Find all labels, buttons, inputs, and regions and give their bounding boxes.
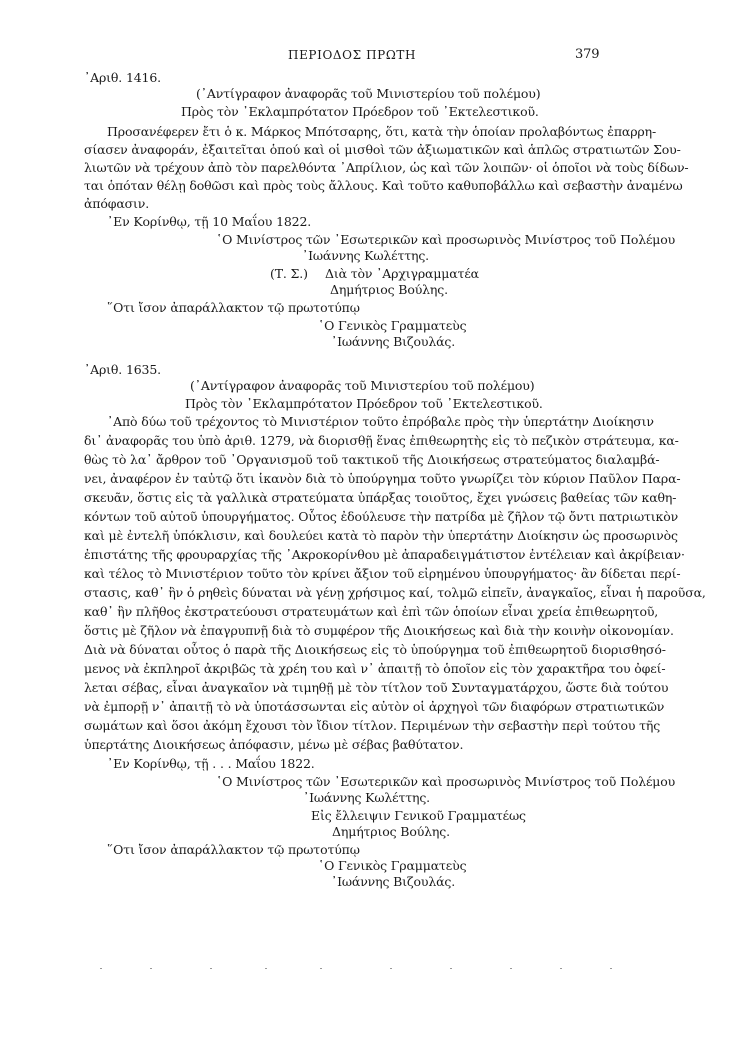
doc2-signer-title: ῾Ο Μινίστρος τῶν ᾿Εσωτερικῶν καὶ προσωρινὸς Μινίστρος τοῦ Πολέμου [216, 774, 676, 789]
doc2-certification: ῞Οτι ἴσον ἀπαράλλακτον τῷ πρωτοτύπῳ [107, 842, 360, 857]
doc1-body-line: λιωτῶν νὰ τρέχουν ἀπὸ τὸν παρελθόντα ᾿Απρίλιον, ὡς καὶ τῶν λοιπῶν· οἱ ὁποῖοι νὰ τοὺς δίδων- [84, 160, 689, 175]
doc2-body-line: Διὰ νὰ δύναται οὗτος ὁ παρὰ τῆς Διοικήσεως εἰς τὸ ὑπούργημα τοῦ ἐπιθεωρητοῦ διορισθησό- [84, 642, 666, 657]
running-header-title: ΠΕΡΙΟΔΟΣ ΠΡΩΤΗ [288, 48, 417, 62]
doc1-body-line: ἀπόφασιν. [84, 196, 150, 211]
doc2-body-line: κόντων τοῦ αὐτοῦ ὑπουργήματος. Οὗτος ἐδούλευσε τὴν πατρίδα μὲ ζῆλον τῷ ὄντι πατριωτικὸν [84, 509, 679, 524]
doc1-body-line: σίασεν ἀναφοράν, ἐξαιτεῖται ὁπού καὶ οἱ μισθοὶ τῶν ἀξιωματικῶν καὶ ἁπλῶς στρατιωτῶν Σου- [84, 142, 681, 157]
doc2-copy-title: (᾿Αντίγραφον ἀναφορᾶς τοῦ Μινιστερίου τοῦ πολέμου) [190, 378, 535, 393]
doc2-body-line: σωμάτων καὶ ὅσοι ἀκόμη ἔχουσι τὸν ἴδιον τίτλον. Περιμένων τὴν σεβαστὴν περὶ τούτου τῆς [84, 718, 661, 733]
doc1-certification: ῞Οτι ἴσον ἀπαράλλακτον τῷ πρωτοτύπῳ [107, 300, 360, 315]
doc2-body-line: ὅστις μὲ ζῆλον νὰ ἐπαγρυπνῇ διὰ τὸ συμφέρον τῆς Διοικήσεως καὶ διὰ τὴν κοινὴν οἰκονομίαν. [84, 623, 674, 638]
doc2-place-date: ᾿Εν Κορίνθῳ, τῇ . . . Μαΐου 1822. [107, 756, 315, 771]
doc2-body-line: λεται σέβας, εἶναι ἀναγκαῖον νὰ τιμηθῇ μὲ τὸν τίτλον τοῦ Συνταγματάρχου, ὥστε διὰ τούτου [84, 680, 669, 695]
doc2-general-secretary-name: ᾿Ιωάννης Βιζουλάς. [331, 874, 456, 889]
doc1-copy-title: (᾿Αντίγραφον ἀναφορᾶς τοῦ Μινιστερίου τοῦ πολέμου) [196, 86, 541, 101]
doc1-body-line: Προσανέφερεν ἔτι ὁ κ. Μάρκος Μπότσαρης, ὅτι, κατὰ τὴν ὁποίαν προλαβόντως ἐπαρρη- [107, 124, 657, 139]
doc2-body-line: δι᾿ ἀναφορᾶς του ὑπὸ ἀριθ. 1279, νὰ διορισθῇ ἕνας ἐπιθεωρητὴς εἰς τὸ πεζικὸν στράτευμα, κα- [84, 433, 679, 448]
doc1-addressee: Πρὸς τὸν ᾿Εκλαμπρότατον Πρόεδρον τοῦ ᾿Εκτελεστικοῦ. [181, 104, 539, 119]
doc2-secretary-name: Δημήτριος Βούλης. [332, 824, 450, 839]
scan-artifact-dots [90, 966, 620, 972]
doc2-body-line: ἐπιστάτης τῆς φρουραρχίας τῆς ᾿Ακροκορίνθου μὲ ἀπαραδειγμάτιστον ἐντέλειαν καὶ ἀκρίβειαν· [84, 547, 685, 562]
doc1-general-secretary-title: ῾Ο Γενικὸς Γραμματεὺς [318, 318, 467, 333]
doc2-body-line: μενος νὰ ἐκπληροῖ ἀκριβῶς τὰ χρέη του καὶ ν᾿ ἀπαιτῇ τὸ ὁποῖον εἰς τὸν χαρακτῆρα του ὀφεί- [84, 661, 666, 676]
doc2-body-line: καὶ μὲ ἐντελῆ ὑπόκλισιν, καὶ δουλεύει κατὰ τὸ παρὸν τὴν ὑπερτάτην Διοίκησιν ὡς προσωρινὸς [84, 528, 678, 543]
doc2-body-line: σκευᾶν, ὅστις εἰς τὰ γαλλικὰ στρατεύματα ὑπάρξας τοιοῦτος, ἔχει γνώσεις βαθείας τῶν καθη- [84, 490, 677, 505]
doc2-body-line: καθ᾿ ἣν πλῆθος ἐκστρατεύουσι στρατευμάτων καὶ ἐπὶ τῶν ὁποίων εἶναι χρεία ἐπιθεωρητοῦ, [84, 604, 659, 619]
doc2-general-secretary-title: ῾Ο Γενικὸς Γραμματεὺς [318, 858, 467, 873]
doc1-secretary-name: Δημήτριος Βούλης. [330, 282, 448, 297]
doc1-signer-title: ῾Ο Μινίστρος τῶν ᾿Εσωτερικῶν καὶ προσωρινὸς Μινίστρος τοῦ Πολέμου [216, 232, 676, 247]
doc1-place-date: ᾿Εν Κορίνθῳ, τῇ 10 Μαΐου 1822. [107, 214, 312, 229]
doc2-signer-name: ᾿Ιωάννης Κωλέττης. [303, 790, 431, 805]
doc1-body-line: ται ὁπόταν θέλῃ δοθῶσι καὶ πρὸς τοὺς ἄλλους. Καὶ τοῦτο καθυποβάλλω καὶ σεβαστὴν ἀναμένω [84, 178, 683, 193]
doc1-general-secretary-name: ᾿Ιωάννης Βιζουλάς. [331, 334, 456, 349]
doc2-addressee: Πρὸς τὸν ᾿Εκλαμπρότατον Πρόεδρον τοῦ ᾿Εκτελεστικοῦ. [185, 396, 543, 411]
doc1-signer-name: ᾿Ιωάννης Κωλέττης. [302, 248, 430, 263]
doc2-body-line: νὰ ἐμπορῇ ν᾿ ἀπαιτῇ τὸ νὰ ὑποτάσσωνται εἰς αὐτὸν οἱ ἀρχηγοὶ τῶν διαφόρων στρατιωτικῶν [84, 699, 665, 714]
doc2-body-line: στασις, καθ᾿ ἣν ὁ ρηθεὶς δύναται νὰ γένῃ χρήσιμος καί, τολμῶ εἰπεῖν, ἀναγκαῖος, εἶναι ἡ παροῦσα, [84, 585, 706, 600]
doc2-body-line: ᾿Απὸ δύω τοῦ τρέχοντος τὸ Μινιστέριον τοῦτο ἐπρόβαλε πρὸς τὴν ὑπερτάτην Διοίκησιν [107, 414, 654, 429]
doc1-seal: (Τ. Σ.) [270, 266, 308, 281]
doc2-absence-line: Εἰς ἔλλειψιν Γενικοῦ Γραμματέως [311, 808, 526, 823]
doc2-body-line: θὼς τὸ λα᾿ ἄρθρον τοῦ ᾿Οργανισμοῦ τοῦ τακτικοῦ τῆς Διοικήσεως στρατεύματος διαλαμβά- [84, 452, 660, 467]
doc2-body-line: ὑπερτάτης Διοικήσεως ἀπόφασιν, μένω μὲ σέβας βαθύτατον. [84, 737, 464, 752]
doc2-body-line: καὶ τέλος τὸ Μινιστέριον τοῦτο τὸν κρίνει ἄξιον τοῦ εἰρημένου ὑπουργήματος· ἂν δίδεται περί- [84, 566, 681, 581]
doc1-secretary-line: Διὰ τὸν ᾿Αρχιγραμματέα [325, 266, 479, 281]
doc2-number: ᾿Αριθ. 1635. [84, 362, 161, 377]
doc1-number: ᾿Αριθ. 1416. [84, 70, 161, 85]
doc2-body-line: νει, ἀναφέρον ἐν ταὐτῷ ὅτι ἱκανὸν διὰ τὸ ὑπούργημα τοῦτο γνωρίζει τὸν κύριον Παῦλον Παρα- [84, 471, 681, 486]
page-number: 379 [575, 47, 600, 62]
